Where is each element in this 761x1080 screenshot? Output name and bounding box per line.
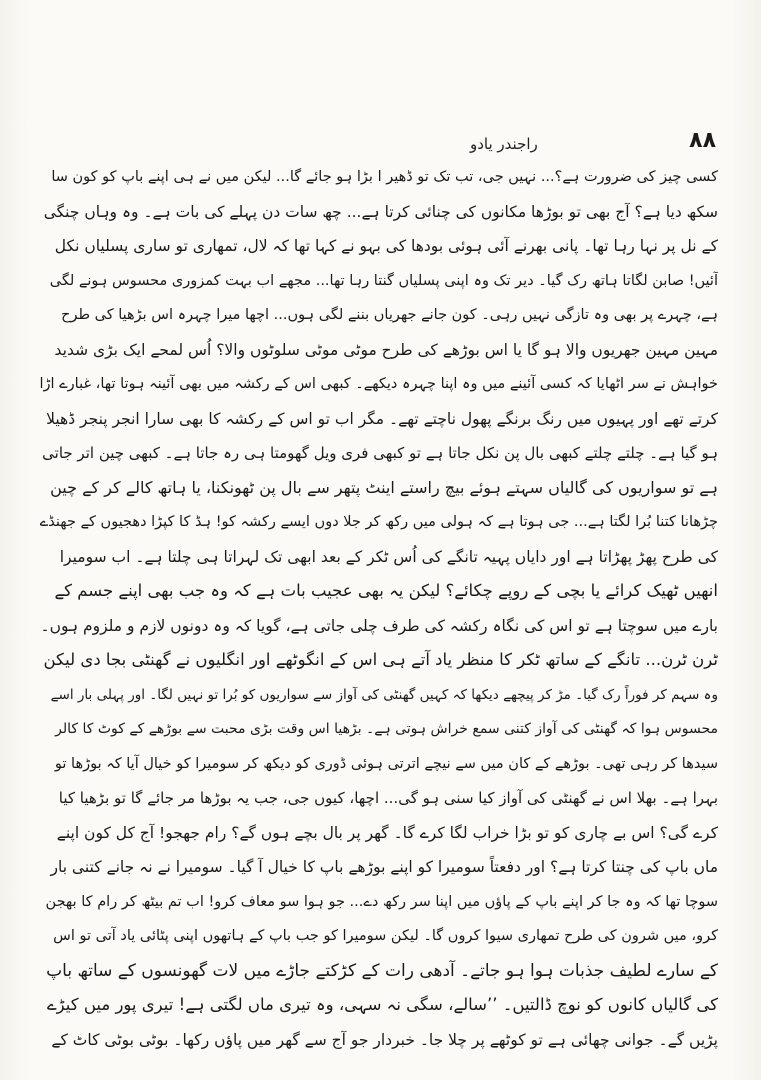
text-line: ہے تو سواریوں کی گالیاں سہتے ہوئے بیچ راستے اینٹ پتھر سے بال پن ٹھونکنا، یا ہاتھ کالے کر کے چین (50, 477, 718, 497)
text-line: سوچا تھا کہ وہ جا کر اپنے باپ کے پاؤں میں اپنا سر رکھ دے... جو ہوا سو معاف کرو! اب تم بیٹھ کر رام کا بھجن (45, 893, 718, 910)
text-line: آئیں! صابن لگاتا ہاتھ رک گیا۔ دیر تک وہ اپنی پسلیاں گنتا رہا تھا... مجھے اب بہت کمزوری محسوس ہونے لگی (49, 272, 718, 289)
text-line: کرو، میں شرون کی طرح تمھاری سیوا کروں گا۔ لیکن سومیرا کو جب باپ کے ہاتھوں اپنی پٹائی یاد آتی تو اس (53, 928, 718, 944)
text-line: سکھ دیا ہے؟ آج بھی تو بوڑھا مکانوں کی چنائی کرتا ہے... چھ سات دن پہلے کی بات ہے۔ وہ وہاں چنگی (43, 202, 718, 221)
text-line: مہین مہین جھریوں والا ہو گا یا اس بوڑھے کی طرح موٹی موٹی سلوٹوں والا؟ اُس لمحے ایک بڑی شدید (54, 340, 718, 359)
body-text (40, 160, 718, 1065)
text-line: ہے، چہرے پر بھی وہ تازگی نہیں رہی۔ کون جانے جھریاں بننے لگی ہوں... اچھا میرا چہرہ اس بڑھیا کی طرح (61, 307, 718, 323)
text-line: ماں باپ کی چنتا کرتا ہے؟ اور دفعتاً سومیرا کو اپنے بوڑھے باپ کا خیال آ گیا۔ سومیرا نے نہ جانے کتنی بار (50, 858, 718, 876)
page-header (470, 113, 716, 153)
text-line: سیدھا کر رہی تھی۔ بوڑھے کے کان میں سے نیچے اترتی ہوئی ڈوری کو دیکھ کر سومیرا کو خیال آیا کہ بوڑھا تو (54, 755, 718, 772)
text-line: کے نل پر نہا رہا تھا۔ پانی بھرنے آئی ہوئی بودھا کی بہو نے کہا تھا کہ لال، تمھاری تو ساری پسلیاں نکل (54, 237, 718, 255)
running-title: راجندر یادو (470, 135, 538, 153)
text-line: بہرا ہے۔ بھلا اس نے گھنٹی کی آواز کیا سنی ہو گی... اچھا، کیوں جی، جب یہ بوڑھا مر جائے گا تو بڑھیا کیا (58, 789, 718, 807)
text-line: بارے میں سوچتا ہے تو اس کی نگاہ رکشہ کی طرف چلی جاتی ہے، گویا کہ وہ دونوں لازم و ملزوم ہوں۔ (40, 616, 718, 635)
text-line: کے سارے لطیف جذبات ہوا ہو جاتے۔ آدھی رات کے کڑکتے جاڑے میں لات گھونسوں کے ساتھ باپ (46, 960, 718, 981)
text-line: ٹرن ٹرن... تانگے کے ساتھ ٹکر کا منظر یاد آتے ہی اس کے انگوٹھے اور انگلیوں نے گھنٹی بجا دی لیکن (43, 650, 718, 669)
text-line: کسی چیز کی ضرورت ہے؟... نہیں جی، تب تک تو ڈھیر ا بڑا ہو جائے گا... لیکن میں نے ہی اپنے باپ کو کون سا (51, 169, 718, 185)
text-line: محسوس ہوا کہ گھنٹی کی آواز کتنی سمع خراش ہوتی ہے۔ بڑھیا اس وقت بڑی محبت سے بوڑھے کے کوٹ کا کالر (55, 721, 718, 737)
text-line: انھیں ٹھیک کرائے یا بچی کے روپے چکائے؟ لیکن یہ بھی عجیب بات ہے کہ وہ جب بھی اپنے جسم کے (54, 581, 718, 600)
text-line: کرے گی؟ اس بے چاری کو تو بڑا خراب لگا کرے گا۔ گھر پر بال بچے ہوں گے؟ رام جھجو! آج کل کون اپنے (56, 823, 718, 842)
text-line: کرتے تھے اور پہیوں میں رنگ برنگے پھول ناچتے تھے۔ مگر اب تو اس کے رکشہ کا بھی سارا انجر پنجر ڈھیلا (46, 409, 718, 428)
text-line: ہو گیا ہے۔ چلتے چلتے کبھی بال پن نکل جاتا ہے تو کبھی فری ویل گھومتا ہی رہ جاتا ہے۔ کبھی چین اتر جاتی (42, 444, 718, 462)
text-line: کی گالیاں کانوں کو نوچ ڈالتیں۔ ’’سالے، سگی نہ سہی، وہ تیری ماں لگتی ہے! تیری پور میں کیڑے (46, 995, 718, 1014)
text-line: خواہش نے سر اٹھایا کہ کسی آئینے میں وہ اپنا چہرہ دیکھے۔ کبھی اس کے رکشہ میں بھی آئینہ ہوتا تھا، غبارے اڑا (40, 376, 718, 392)
page-number: ۸۸ (689, 128, 716, 153)
text-line: کی طرح پھڑ پھڑاتا ہے اور دایاں پہیہ تانگے کی اُس ٹکر کے بعد ابھی تک لہراتا ہی چلتا ہے۔ اب سومیرا (59, 547, 718, 566)
text-line: پڑیں گے۔ جوانی چھائی ہے تو کوٹھے پر چلا جا۔ خبردار جو آج سے گھر میں پاؤں رکھا۔ بوٹی بوٹی کاٹ کے (51, 1030, 718, 1049)
text-line: چڑھانا کتنا بُرا لگتا ہے... جی ہوتا ہے کہ ہولی میں رکھ کر جلا دوں ایسے رکشہ کو! ہڈ کا کپڑا دھجیوں کے جھنڈے (40, 514, 718, 530)
text-line: وہ سہم کر فوراً رک گیا۔ مڑ کر پیچھے دیکھا کہ کہیں گھنٹی کی آواز سے سواریوں کو بُرا تو نہیں لگا۔ اور پہلی بار اسے (50, 686, 718, 703)
